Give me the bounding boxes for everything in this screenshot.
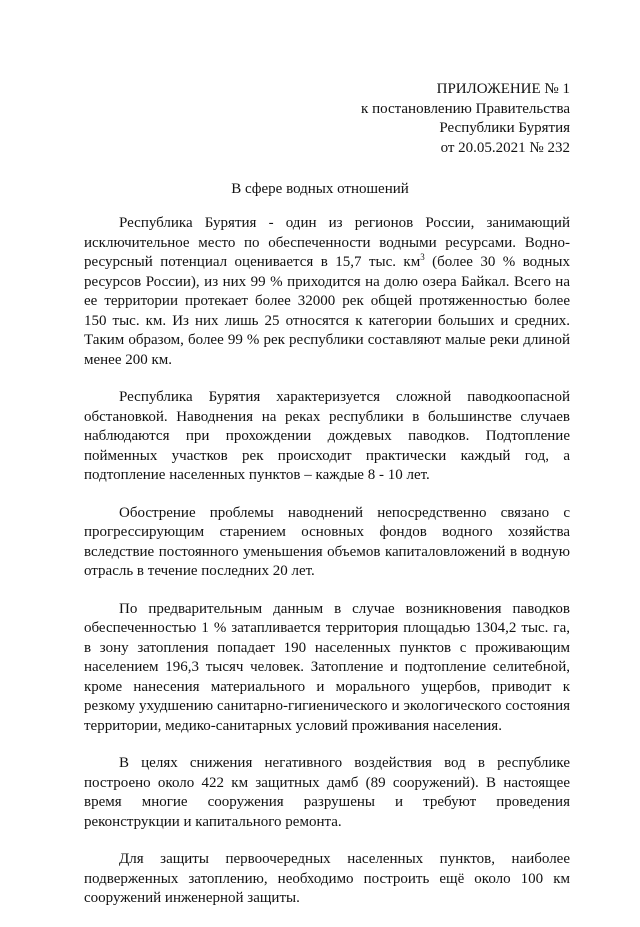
paragraph-4: По предварительным данным в случае возникновения паводков обеспеченностью 1 % затапливается территория площадью 1304,2 тыс. га, в зону затопления попадает 190 населенных пунктов с проживающим населением 196,3 тысяч человек. Затопление и подтопление селитебной, кроме нанесения материального и морального ущербов, приводит к резкому ухудшению санитарно-гигиенического и экологического состояния территории, медико-санитарных условий проживания населения. bbox=[84, 600, 570, 734]
paragraph-6: Для защиты первоочередных населенных пунктов, наиболее подверженных затоплению, необходимо построить ещё около 100 км сооружений инженерной защиты. bbox=[84, 851, 570, 906]
paragraph-1-text-a: Республика Бурятия - один из регионов России, занимающий исключительное место по обеспеченности водными ресурсами. Водно-ресурсный потенциал оценивается в 15,7 тыс. км bbox=[84, 215, 570, 270]
appendix-date-number: от 20.05.2021 № 232 bbox=[440, 139, 570, 156]
section-title: В сфере водных отношений bbox=[231, 181, 409, 197]
paragraph-1-text-b: (более 30 % водных ресурсов России), из них 99 % приходится на долю озера Байкал. Всего на ее территории протекает более 32000 рек общей протяженностью более 150 тыс. км. Из них лишь 25 относятся к категории больших и средних. Таким образом, более 99 % рек республики составляют малые реки длиной менее 200 км. bbox=[84, 254, 570, 368]
appendix-reference: к постановлению Правительства bbox=[361, 100, 570, 117]
appendix-header bbox=[361, 80, 570, 158]
document-body bbox=[84, 214, 570, 927]
paragraph-2: Республика Бурятия характеризуется сложной паводкоопасной обстановкой. Наводнения на реках республики в большинстве случаев наблюдаются при прохождении дождевых паводков. Подтопление пойменных участков рек происходит практически каждый год, а подтопление населенных пунктов – каждые 8 - 10 лет. bbox=[84, 389, 570, 483]
appendix-republic: Республики Бурятия bbox=[439, 120, 570, 136]
paragraph-1 bbox=[84, 214, 570, 370]
appendix-number: ПРИЛОЖЕНИЕ № 1 bbox=[436, 81, 570, 97]
superscript: 3 bbox=[420, 252, 425, 262]
paragraph-5: В целях снижения негативного воздействия вод в республике построено около 422 км защитных дамб (89 сооружений). В настоящее время многие сооружения разрушены и требуют проведения реконструкции и капитального ремонта. bbox=[84, 755, 570, 830]
paragraph-3: Обострение проблемы наводнений непосредственно связано с прогрессирующим старением основных фондов водного хозяйства вследствие постоянного уменьшения объемов капиталовложений в водную отрасль в течение последних 20 лет. bbox=[84, 504, 570, 579]
